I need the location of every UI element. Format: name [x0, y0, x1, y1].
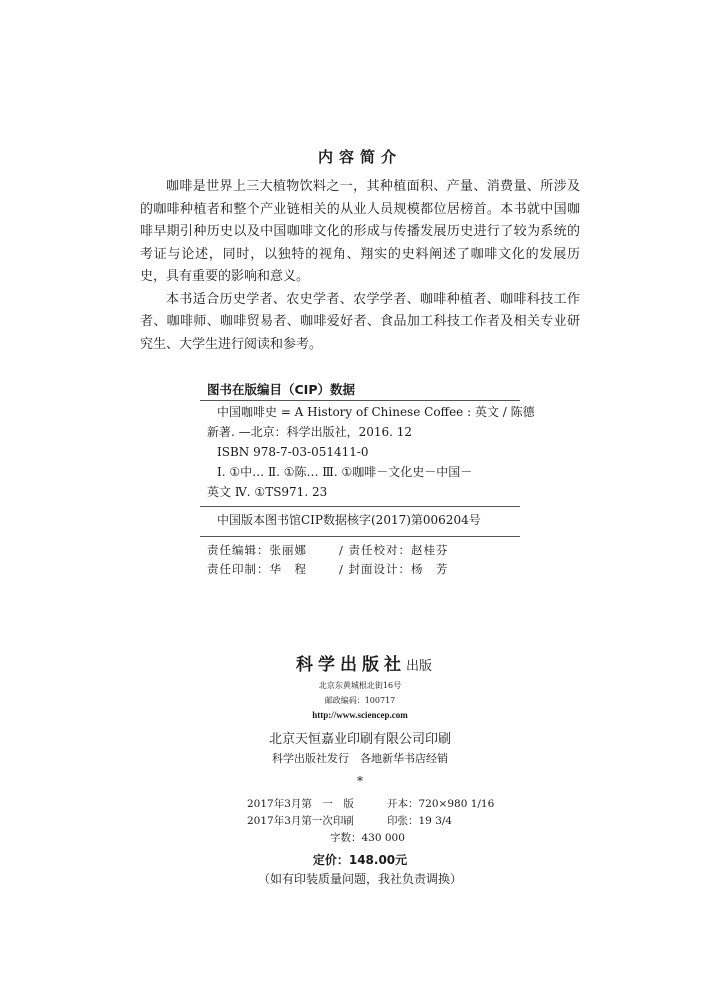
- cip-isbn: ISBN 978-7-03-051411-0: [217, 445, 369, 459]
- cover-designer: / 封面设计：杨 芳: [339, 562, 449, 576]
- distribution-info: 科学出版社发行 各地新华书店经销: [272, 752, 448, 765]
- cip-subjects: Ⅰ. ①中… Ⅱ. ①陈… Ⅲ. ①咖啡－文化史－中国－: [217, 465, 473, 479]
- summary-paragraph-1: 咖啡是世界上三大植物饮料之一，其种植面积、产量、消费量、所涉及的咖啡种植者和整个产业链相关的从业人员规模都位居榜首。本书就中国咖啡早期引种历史以及中国咖啡文化的形成与传播发展历史进行了较为系统的考证与论述，同时，以独特的视角、翔实的史料阐述了咖啡文化的发展历史，具有重要的影响和意义。: [140, 179, 580, 284]
- cip-top-rule: [200, 400, 520, 401]
- edition-date: 2017年3月第 一 版: [247, 798, 354, 810]
- responsible-proofreader: / 责任校对：赵桂芬: [339, 543, 449, 557]
- printer-name: 北京天恒嘉业印刷有限公司印刷: [268, 732, 451, 747]
- cip-bottom-rule: [200, 536, 520, 537]
- cip-imprint-line: 新著. —北京：科学出版社，2016. 12: [207, 425, 413, 439]
- cip-heading: 图书在版编目（CIP）数据: [207, 382, 355, 397]
- printing-date: 2017年3月第一次印刷: [247, 815, 354, 827]
- cip-record: [207, 402, 535, 462]
- separator-star: *: [357, 774, 363, 788]
- publisher-logo: [296, 650, 432, 675]
- publisher-logo-suffix: 出版: [406, 659, 433, 674]
- summary-text: [140, 176, 580, 356]
- responsible-editor: 责任编辑：张丽娜: [207, 543, 307, 557]
- staff-credits: [207, 541, 449, 579]
- quality-note: （如有印装质量问题，我社负责调换）: [257, 872, 462, 886]
- cip-classification: [207, 462, 527, 502]
- cip-approval-number: 中国版本图书馆CIP数据核字(2017)第006204号: [217, 513, 481, 527]
- cip-mid-rule: [200, 506, 520, 507]
- publisher-url[interactable]: http://www.sciencep.com: [312, 710, 408, 720]
- staff-row-1: [207, 541, 449, 560]
- cip-class-number: 英文 Ⅳ. ①TS971. 23: [207, 485, 328, 499]
- summary-paragraph-2: 本书适合历史学者、农史学者、农学学者、咖啡种植者、咖啡科技工作者、咖啡师、咖啡贸易者、咖啡爱好者、食品加工科技工作者及相关专业研究生、大学生进行阅读和参考。: [140, 291, 580, 352]
- word-count: 字数：430 000: [330, 832, 405, 844]
- book-format: 开本：720×980 1/16: [387, 798, 495, 810]
- publisher-postcode: 邮政编码：100717: [324, 696, 396, 705]
- book-price: 定价：148.00元: [312, 853, 408, 867]
- printed-sheets: 印张：19 3/4: [387, 815, 453, 827]
- cip-approval-block: [207, 510, 527, 530]
- cip-title-line: 中国咖啡史 = A History of Chinese Coffee : 英文 / 陈德: [217, 405, 535, 419]
- publisher-logo-name: 科学出版社: [296, 655, 406, 675]
- summary-title: 内容简介: [317, 148, 402, 166]
- publisher-address: 北京东黄城根北街16号: [318, 681, 402, 690]
- responsible-printing: 责任印制：华 程: [207, 562, 307, 576]
- staff-row-2: [207, 560, 449, 579]
